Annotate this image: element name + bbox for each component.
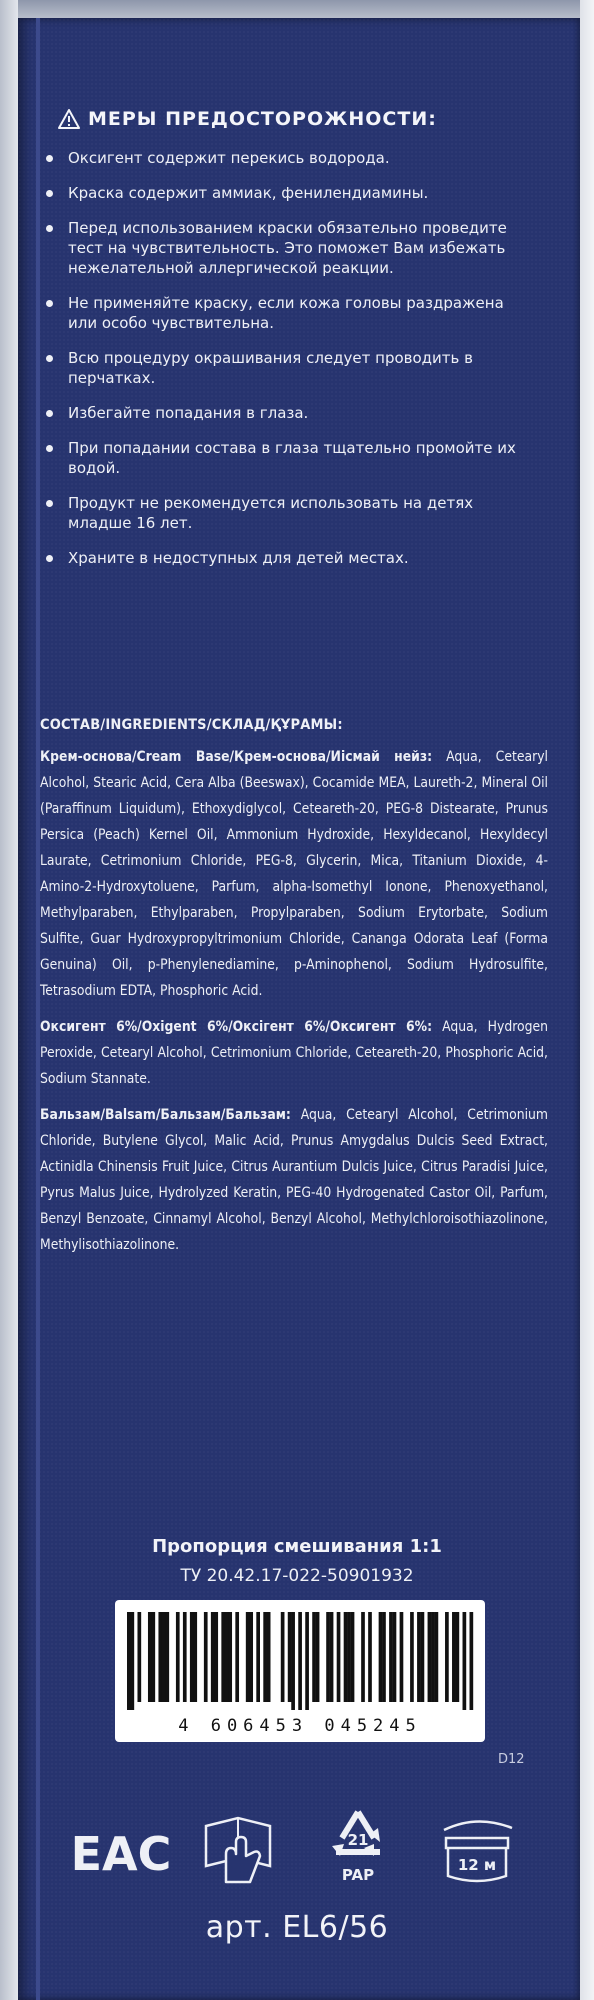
bullet-icon <box>46 155 53 162</box>
warning-item <box>44 293 534 333</box>
barcode-bar <box>256 1612 260 1702</box>
barcode-bar <box>351 1612 355 1702</box>
technical-spec: ТУ 20.42.17-022-50901932 <box>180 1566 414 1586</box>
eac-mark-icon <box>70 1820 172 1881</box>
barcode-bar <box>193 1612 197 1702</box>
warning-list <box>44 148 534 583</box>
barcode-bar <box>228 1612 232 1702</box>
barcode-bar <box>431 1612 435 1702</box>
barcode-bar <box>312 1612 316 1702</box>
warning-item <box>44 438 534 478</box>
barcode-bar <box>183 1612 187 1702</box>
barcode-bar <box>298 1612 302 1710</box>
oxigent-ingredients <box>40 1014 548 1092</box>
warning-title <box>58 108 437 130</box>
bullet-icon <box>46 225 53 232</box>
bullet-icon <box>46 445 53 452</box>
barcode-bar <box>263 1612 267 1702</box>
barcode-bar <box>421 1612 425 1702</box>
cream-base-label: Крем-основа/Cream Base/Крем-основа/Иісмай нейз: <box>40 749 433 765</box>
barcode-bar <box>249 1612 253 1702</box>
barcode-bar <box>389 1612 393 1702</box>
barcode-bar <box>326 1612 330 1702</box>
recycle-pap-icon <box>320 1808 396 1888</box>
barcode-bar <box>305 1612 309 1710</box>
warning-item-text: Избегайте попадания в глаза. <box>68 404 309 422</box>
bullet-icon <box>46 355 53 362</box>
barcode-bar <box>235 1612 239 1702</box>
bullet-icon <box>46 500 53 507</box>
warning-item <box>44 183 534 203</box>
recycle-label: PAP <box>341 1866 375 1884</box>
balsam-label: Бальзам/Balsam/Бальзам/Бальзам: <box>40 1107 291 1123</box>
barcode-bar <box>225 1612 229 1702</box>
balsam-text: Aqua, Cetearyl Alcohol, Cetrimonium Chloride, Butylene Glycol, Malic Acid, Prunus Amygdalus Dulcis Seed Extract, Actinidla Chinensis Fruit Juice, Citrus Aurantium Dulcis Juice, Citrus Paradisi Juice, Pyrus Malus Juice, Hydrolyzed Keratin, PEG-40 Hydrogenated Castor Oil, Parfum, Benzyl Benzoate, Cinnamyl Alcohol, Benzyl Alcohol, Methylchloroisothiazolinone, Methylisothiazolinone. <box>40 1107 548 1253</box>
barcode-bar <box>456 1612 460 1702</box>
barcode-bar <box>337 1612 341 1702</box>
warning-item-text: Продукт не рекомендуется использовать на детях младше 16 лет. <box>68 494 474 532</box>
barcode-bar <box>379 1612 383 1702</box>
barcode-bar <box>400 1612 404 1702</box>
barcode-bar <box>382 1612 386 1702</box>
hand-book-icon <box>196 1812 282 1884</box>
warning-item-text: Не применяйте краску, если кожа головы раздражена или особо чувствительна. <box>68 294 504 332</box>
barcode-bar <box>368 1612 372 1702</box>
cream-base-text: Aqua, Cetearyl Alcohol, Stearic Acid, Cera Alba (Beeswax), Cocamide MEA, Laureth-2, Mineral Oil (Paraffinum Liquidum), Ethoxydiglycol, Ceteareth-20, PEG-8 Distearate, Prunus Persica (Peach) Kernel Oil, Ammonium Hydroxide, Hexyldecanol, Hexyldecyl Laurate, Cetrimonium Chloride, PEG-8, Glycerin, Mica, Titanium Dioxide, 4-Amino-2-Hydroxytoluene, Parfum, alpha-Isomethyl Ionone, Phenoxyethanol, Methylparaben, Ethylparaben, Propylparaben, Sodium Erytorbate, Sodium Sulfite, Guar Hydroxypropyltrimonium Chloride, Cananga Odorata Leaf (Forma Genuina) Oil, p-Phenylenediamine, p-Aminophenol, Sodium Hydrosulfite, Tetrasodium EDTA, Phosphoric Acid. <box>40 749 548 999</box>
bullet-icon <box>46 410 53 417</box>
warning-item-text: Краска содержит аммиак, фенилендиамины. <box>68 184 429 202</box>
barcode-bar <box>214 1612 218 1702</box>
barcode-bar <box>361 1612 365 1702</box>
barcode-bar <box>267 1612 271 1702</box>
barcode-bar <box>330 1612 334 1702</box>
barcode <box>115 1600 485 1742</box>
barcode-bar <box>127 1612 131 1710</box>
barcode-bar <box>162 1612 166 1702</box>
cream-base-ingredients <box>40 744 548 1004</box>
barcode-bar <box>410 1612 414 1702</box>
barcode-bar <box>288 1612 292 1702</box>
barcode-bar <box>221 1612 225 1702</box>
barcode-bar <box>130 1612 134 1710</box>
box-right-edge <box>580 0 594 2000</box>
barcode-bar <box>137 1612 141 1702</box>
eac-mark-text: ЕАС <box>70 1827 172 1881</box>
warning-item-text: Храните в недоступных для детей местах. <box>68 549 409 567</box>
barcode-bar <box>417 1612 421 1702</box>
barcode-bar <box>204 1612 208 1702</box>
warning-item <box>44 348 534 388</box>
warning-item <box>44 493 534 533</box>
barcode-bar <box>470 1612 474 1710</box>
barcode-bar <box>165 1612 169 1702</box>
warning-triangle-icon <box>58 109 80 129</box>
barcode-digits: 4 606453 045245 <box>178 1716 422 1736</box>
warning-item <box>44 548 534 568</box>
balsam-ingredients <box>40 1102 548 1258</box>
mixing-proportion: Пропорция смешивания 1:1 <box>152 1536 442 1557</box>
pao-text: 12 м <box>457 1856 497 1874</box>
barcode-bar <box>281 1612 285 1702</box>
barcode-bar <box>463 1612 467 1710</box>
warning-item <box>44 403 534 423</box>
barcode-bar <box>291 1612 295 1710</box>
warning-item-text: При попадании состава в глаза тщательно промойте их водой. <box>68 439 516 477</box>
warning-item-text: Всю процедуру окрашивания следует проводить в перчатках. <box>68 349 473 387</box>
ingredients-section <box>40 712 548 1268</box>
article-number: арт. EL6/56 <box>205 1910 389 1945</box>
barcode-bar <box>347 1612 351 1702</box>
bullet-icon <box>46 190 53 197</box>
certification-icons <box>0 1808 594 1888</box>
barcode-bar <box>316 1612 320 1702</box>
box-left-edge <box>0 0 18 2000</box>
barcode-bar <box>428 1612 432 1702</box>
batch-code: D12 <box>498 1752 525 1767</box>
pao-jar-icon <box>432 1808 522 1888</box>
warning-title-text: МЕРЫ ПРЕДОСТОРОЖНОСТИ: <box>88 108 437 130</box>
oxigent-text: Aqua, Hydrogen Peroxide, Cetearyl Alcohol, Cetrimonium Chloride, Ceteareth-20, Phosphoric Acid, Sodium Stannate. <box>40 1019 548 1087</box>
warning-item-text: Перед использованием краски обязательно проведите тест на чувствительность. Это поможет Вам избежать нежелательной аллергической реакции. <box>68 219 507 277</box>
warning-item <box>44 218 534 278</box>
barcode-bar <box>151 1612 155 1702</box>
barcode-bar <box>190 1612 194 1702</box>
barcode-bar <box>176 1612 180 1702</box>
warning-item <box>44 148 534 168</box>
recycle-number: 21 <box>347 1831 369 1849</box>
barcode-bar <box>452 1612 456 1702</box>
barcode-bar <box>246 1612 250 1702</box>
barcode-bars <box>127 1612 473 1710</box>
barcode-bar <box>445 1612 449 1702</box>
oxigent-label: Оксигент 6%/Oxigent 6%/Оксігент 6%/Оксигент 6%: <box>40 1019 433 1035</box>
barcode-bar <box>435 1612 439 1702</box>
barcode-bar <box>393 1612 397 1702</box>
warning-item-text: Оксигент содержит перекись водорода. <box>68 149 390 167</box>
bullet-icon <box>46 300 53 307</box>
ingredients-header: СОСТАВ/INGREDIENTS/СКЛАД/ҚҰРАМЫ: <box>40 717 343 733</box>
barcode-bar <box>344 1612 348 1702</box>
barcode-bar <box>158 1612 162 1702</box>
bullet-icon <box>46 555 53 562</box>
barcode-bar <box>211 1612 215 1702</box>
barcode-bar <box>148 1612 152 1702</box>
